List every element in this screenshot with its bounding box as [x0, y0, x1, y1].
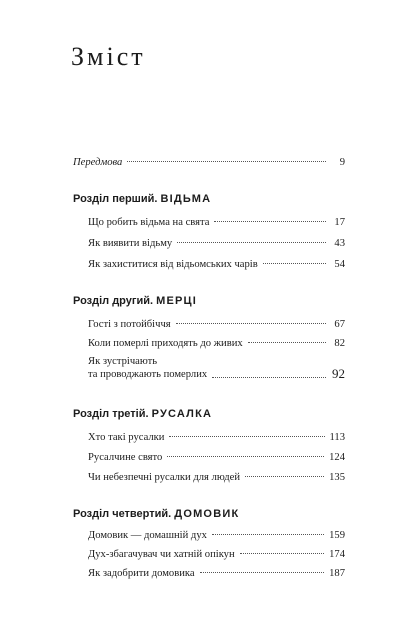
toc-entry: [73, 318, 345, 332]
page-title: Зміст: [71, 42, 146, 71]
toc-entry-page: 159: [329, 530, 345, 541]
toc-entry-page: 82: [334, 338, 345, 349]
toc-entry-label: Як задобрити домовика: [88, 568, 195, 579]
toc-entry-label: Гості з потойбіччя: [88, 319, 171, 330]
toc-entry-label-line1: Як зустрічають: [88, 356, 158, 367]
toc-entry-label: Як виявити відьму: [88, 238, 173, 249]
toc-entry: [73, 471, 345, 485]
toc-entry: [73, 237, 345, 251]
toc-entry: [73, 355, 345, 381]
toc-entry: [73, 567, 345, 581]
toc-entry-page: 92: [332, 366, 345, 381]
dot-leader: [263, 263, 326, 264]
chapter-name: Розділ другий.: [73, 295, 154, 307]
toc-entry: [73, 431, 345, 445]
chapter-title: РУСАЛКА: [151, 408, 213, 420]
dot-leader: [127, 161, 326, 162]
chapter-name: Розділ третій.: [73, 408, 149, 420]
dot-leader: [177, 242, 326, 243]
chapter-heading-4: [73, 507, 239, 521]
dot-leader: [200, 572, 325, 573]
chapter-heading-2: [73, 294, 197, 308]
toc-entry-preface: [73, 156, 345, 170]
toc-entry-label: [88, 355, 207, 381]
chapter-title: ВІДЬМА: [160, 193, 212, 205]
toc-entry: [73, 216, 345, 230]
dot-leader: [248, 342, 326, 343]
toc-entry: [73, 548, 345, 562]
chapter-title: МЕРЦІ: [156, 295, 198, 307]
toc-entry-page: 9: [339, 157, 345, 168]
toc-entry-page: 174: [329, 549, 345, 560]
dot-leader: [176, 323, 326, 324]
toc-entry-label: Домовик — домашній дух: [88, 530, 207, 541]
toc-entry-page: 187: [329, 568, 345, 579]
dot-leader: [240, 553, 324, 554]
toc-entry-label: Чи небезпечні русалки для людей: [88, 472, 240, 483]
dot-leader: [167, 456, 324, 457]
toc-entry-label: Як захиститися від відьомських чарів: [88, 259, 258, 270]
dot-leader: [169, 436, 324, 437]
dot-leader: [212, 534, 324, 535]
dot-leader: [212, 377, 326, 378]
dot-leader: [245, 476, 324, 477]
toc-entry-page: 67: [334, 319, 345, 330]
dot-leader: [214, 221, 326, 222]
toc-entry-page: 113: [329, 432, 345, 443]
toc-entry-label: Коли померлі приходять до живих: [88, 338, 243, 349]
chapter-heading-1: [73, 192, 211, 206]
toc-entry-label: Русалчине свято: [88, 452, 163, 463]
toc-entry-label: Хто такі русалки: [88, 432, 165, 443]
chapter-name: Розділ перший.: [73, 193, 158, 205]
toc-entry-page: 43: [334, 238, 345, 249]
toc-entry: [73, 529, 345, 543]
chapter-title: ДОМОВИК: [174, 508, 240, 520]
toc-entry-label: Що робить відьма на свята: [88, 217, 210, 228]
toc-entry-page: 135: [329, 472, 345, 483]
toc-entry-page: 124: [329, 452, 345, 463]
chapter-heading-3: [73, 407, 212, 421]
toc-entry: [73, 451, 345, 465]
chapter-name: Розділ четвертий.: [73, 508, 172, 520]
toc-entry-label: Передмова: [73, 157, 123, 168]
toc-entry-label: Дух-збагачувач чи хатній опікун: [88, 549, 235, 560]
toc-entry-label-line2: та проводжають померлих: [88, 369, 208, 380]
toc-entry-page: 54: [334, 259, 345, 270]
toc-entry: [73, 337, 345, 351]
toc-entry: [73, 258, 345, 272]
toc-entry-page: 17: [334, 217, 345, 228]
